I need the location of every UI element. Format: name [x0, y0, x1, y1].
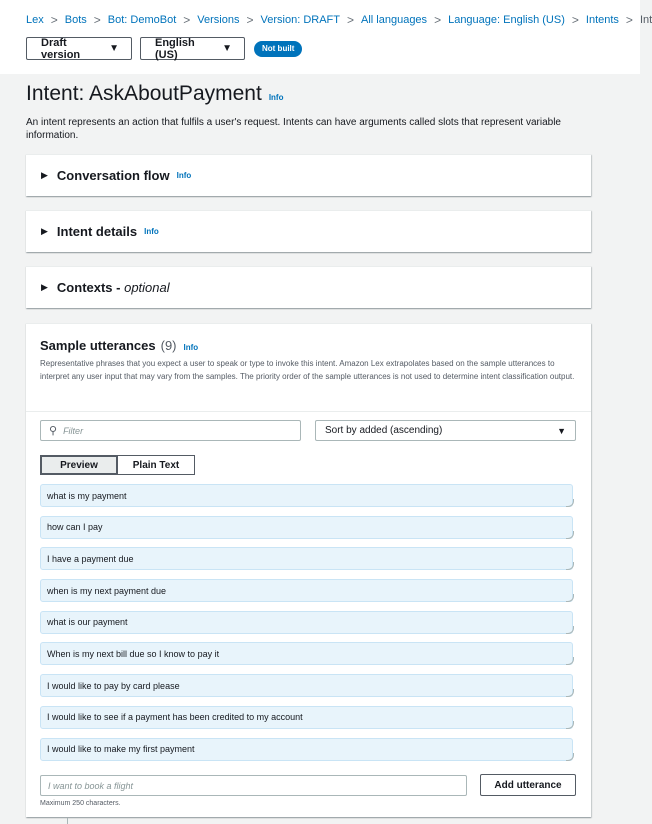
utterance-item[interactable] [40, 547, 573, 570]
caret-down-icon: ▼ [557, 425, 566, 436]
language-label: English (US) [155, 36, 195, 61]
contexts-section[interactable] [26, 266, 591, 308]
resize-handle-icon[interactable] [566, 499, 574, 507]
resize-handle-icon[interactable] [566, 594, 574, 602]
resize-handle-icon[interactable] [566, 689, 574, 697]
contexts-optional-text: optional [124, 280, 170, 295]
sample-utterances-title [40, 338, 577, 353]
filter-placeholder: Filter [63, 425, 84, 436]
chevron-right-icon: > [571, 13, 579, 27]
resize-handle-icon[interactable] [566, 626, 574, 634]
intent-details-info-link[interactable]: Info [144, 227, 159, 236]
breadcrumb-language[interactable]: Language: English (US) [448, 14, 565, 26]
chevron-right-icon: > [93, 13, 101, 27]
new-utterance-input[interactable] [40, 775, 467, 796]
caret-right-icon: ▶ [41, 226, 48, 236]
breadcrumb-intent: Int [639, 14, 652, 26]
intent-description: An intent represents an action that fulfils a user's request. Intents can have arguments called slots that represent variable information. [26, 117, 561, 141]
utterance-list [40, 484, 573, 769]
utterance-item[interactable] [40, 484, 573, 507]
utterance-count: (9) [160, 338, 177, 353]
chevron-right-icon: > [50, 13, 58, 27]
resize-handle-icon[interactable] [566, 657, 574, 665]
caret-right-icon: ▶ [41, 170, 48, 180]
resize-handle-icon[interactable] [566, 562, 574, 570]
sort-dropdown[interactable] [315, 420, 576, 441]
caret-right-icon: ▶ [41, 282, 48, 292]
tab-preview[interactable]: Preview [40, 455, 118, 475]
contexts-label-text: Contexts - [56, 280, 125, 295]
version-label: Draft version [41, 36, 81, 61]
version-dropdown[interactable] [26, 37, 132, 60]
status-badge: Not built [254, 41, 302, 57]
conversation-flow-info-link[interactable]: Info [176, 171, 192, 180]
sort-value: Sort by added (ascending) [325, 425, 443, 436]
utterance-text: I have a payment due [47, 553, 134, 564]
sample-utterances-section [26, 323, 591, 817]
breadcrumb-bots[interactable]: Bots [64, 14, 87, 26]
resize-handle-icon[interactable] [566, 721, 574, 729]
conversation-flow-section[interactable] [26, 154, 591, 196]
resize-handle-icon[interactable] [566, 531, 574, 539]
sample-utterances-header [26, 324, 591, 412]
resize-handle-icon[interactable] [566, 753, 574, 761]
caret-down-icon: ▼ [222, 43, 232, 54]
utterance-text: I would like to make my first payment [47, 744, 195, 754]
utterance-item[interactable] [40, 611, 573, 634]
conversation-flow-label: Conversation flow [56, 168, 170, 183]
utterance-item[interactable] [40, 706, 573, 729]
utterance-text: when is my next payment due [47, 585, 167, 596]
breadcrumb-version[interactable]: Version: DRAFT [260, 14, 340, 26]
chevron-right-icon: > [346, 13, 354, 27]
breadcrumb-bot[interactable]: Bot: DemoBot [107, 14, 177, 26]
chevron-right-icon: > [183, 13, 191, 27]
contexts-label [57, 280, 170, 295]
utterance-item[interactable] [40, 516, 573, 539]
new-utterance-placeholder: I want to book a flight [48, 780, 134, 791]
add-utterance-button[interactable]: Add utterance [480, 774, 576, 796]
utterance-text: what is my payment [47, 490, 127, 501]
page-title [26, 82, 283, 106]
version-language-selectors [26, 37, 302, 60]
utterance-text: what is our payment [47, 617, 128, 628]
intent-details-label: Intent details [56, 224, 138, 239]
breadcrumb [26, 13, 652, 27]
utterance-text: I would like to pay by card please [47, 680, 180, 691]
sample-utterances-info-link[interactable]: Info [183, 343, 199, 352]
utterance-text: I would like to see if a payment has been credited to my account [47, 712, 303, 723]
language-dropdown[interactable] [140, 37, 245, 60]
intent-details-section[interactable] [26, 210, 591, 252]
utterance-item[interactable] [40, 738, 573, 761]
tab-plain-text[interactable]: Plain Text [118, 455, 195, 475]
sample-utterances-description: Representative phrases that you expect a user to speak or type to invoke this intent. Amazon Lex extrapolates based on the sample utterances to interpret any user input that may vary from the samples. The priority order of the sample utterances is not used to determine intent classification output. [40, 359, 575, 381]
utterance-item[interactable] [40, 674, 573, 697]
chevron-right-icon: > [625, 13, 633, 27]
chevron-right-icon: > [434, 13, 442, 27]
utterance-item[interactable] [40, 579, 573, 602]
top-bar [0, 0, 652, 74]
intent-info-link[interactable]: Info [268, 93, 284, 102]
caret-down-icon: ▼ [109, 43, 119, 54]
search-icon: ⚲ [49, 425, 58, 437]
utterance-text: how can I pay [47, 522, 103, 533]
chevron-right-icon: > [246, 13, 254, 27]
utterance-item[interactable] [40, 642, 573, 665]
breadcrumb-intents[interactable]: Intents [585, 14, 619, 26]
filter-input[interactable] [40, 420, 301, 441]
breadcrumb-versions[interactable]: Versions [197, 14, 240, 26]
breadcrumb-all-languages[interactable]: All languages [361, 14, 428, 26]
breadcrumb-lex[interactable]: Lex [26, 14, 44, 26]
view-toggle [40, 455, 195, 475]
intent-title: Intent: AskAboutPayment [26, 82, 262, 105]
panel-edge [26, 818, 68, 824]
sample-utterances-title-text: Sample utterances [40, 338, 156, 353]
utterance-text: When is my next bill due so I know to pay it [47, 648, 220, 659]
max-characters-note: Maximum 250 characters. [40, 800, 121, 807]
